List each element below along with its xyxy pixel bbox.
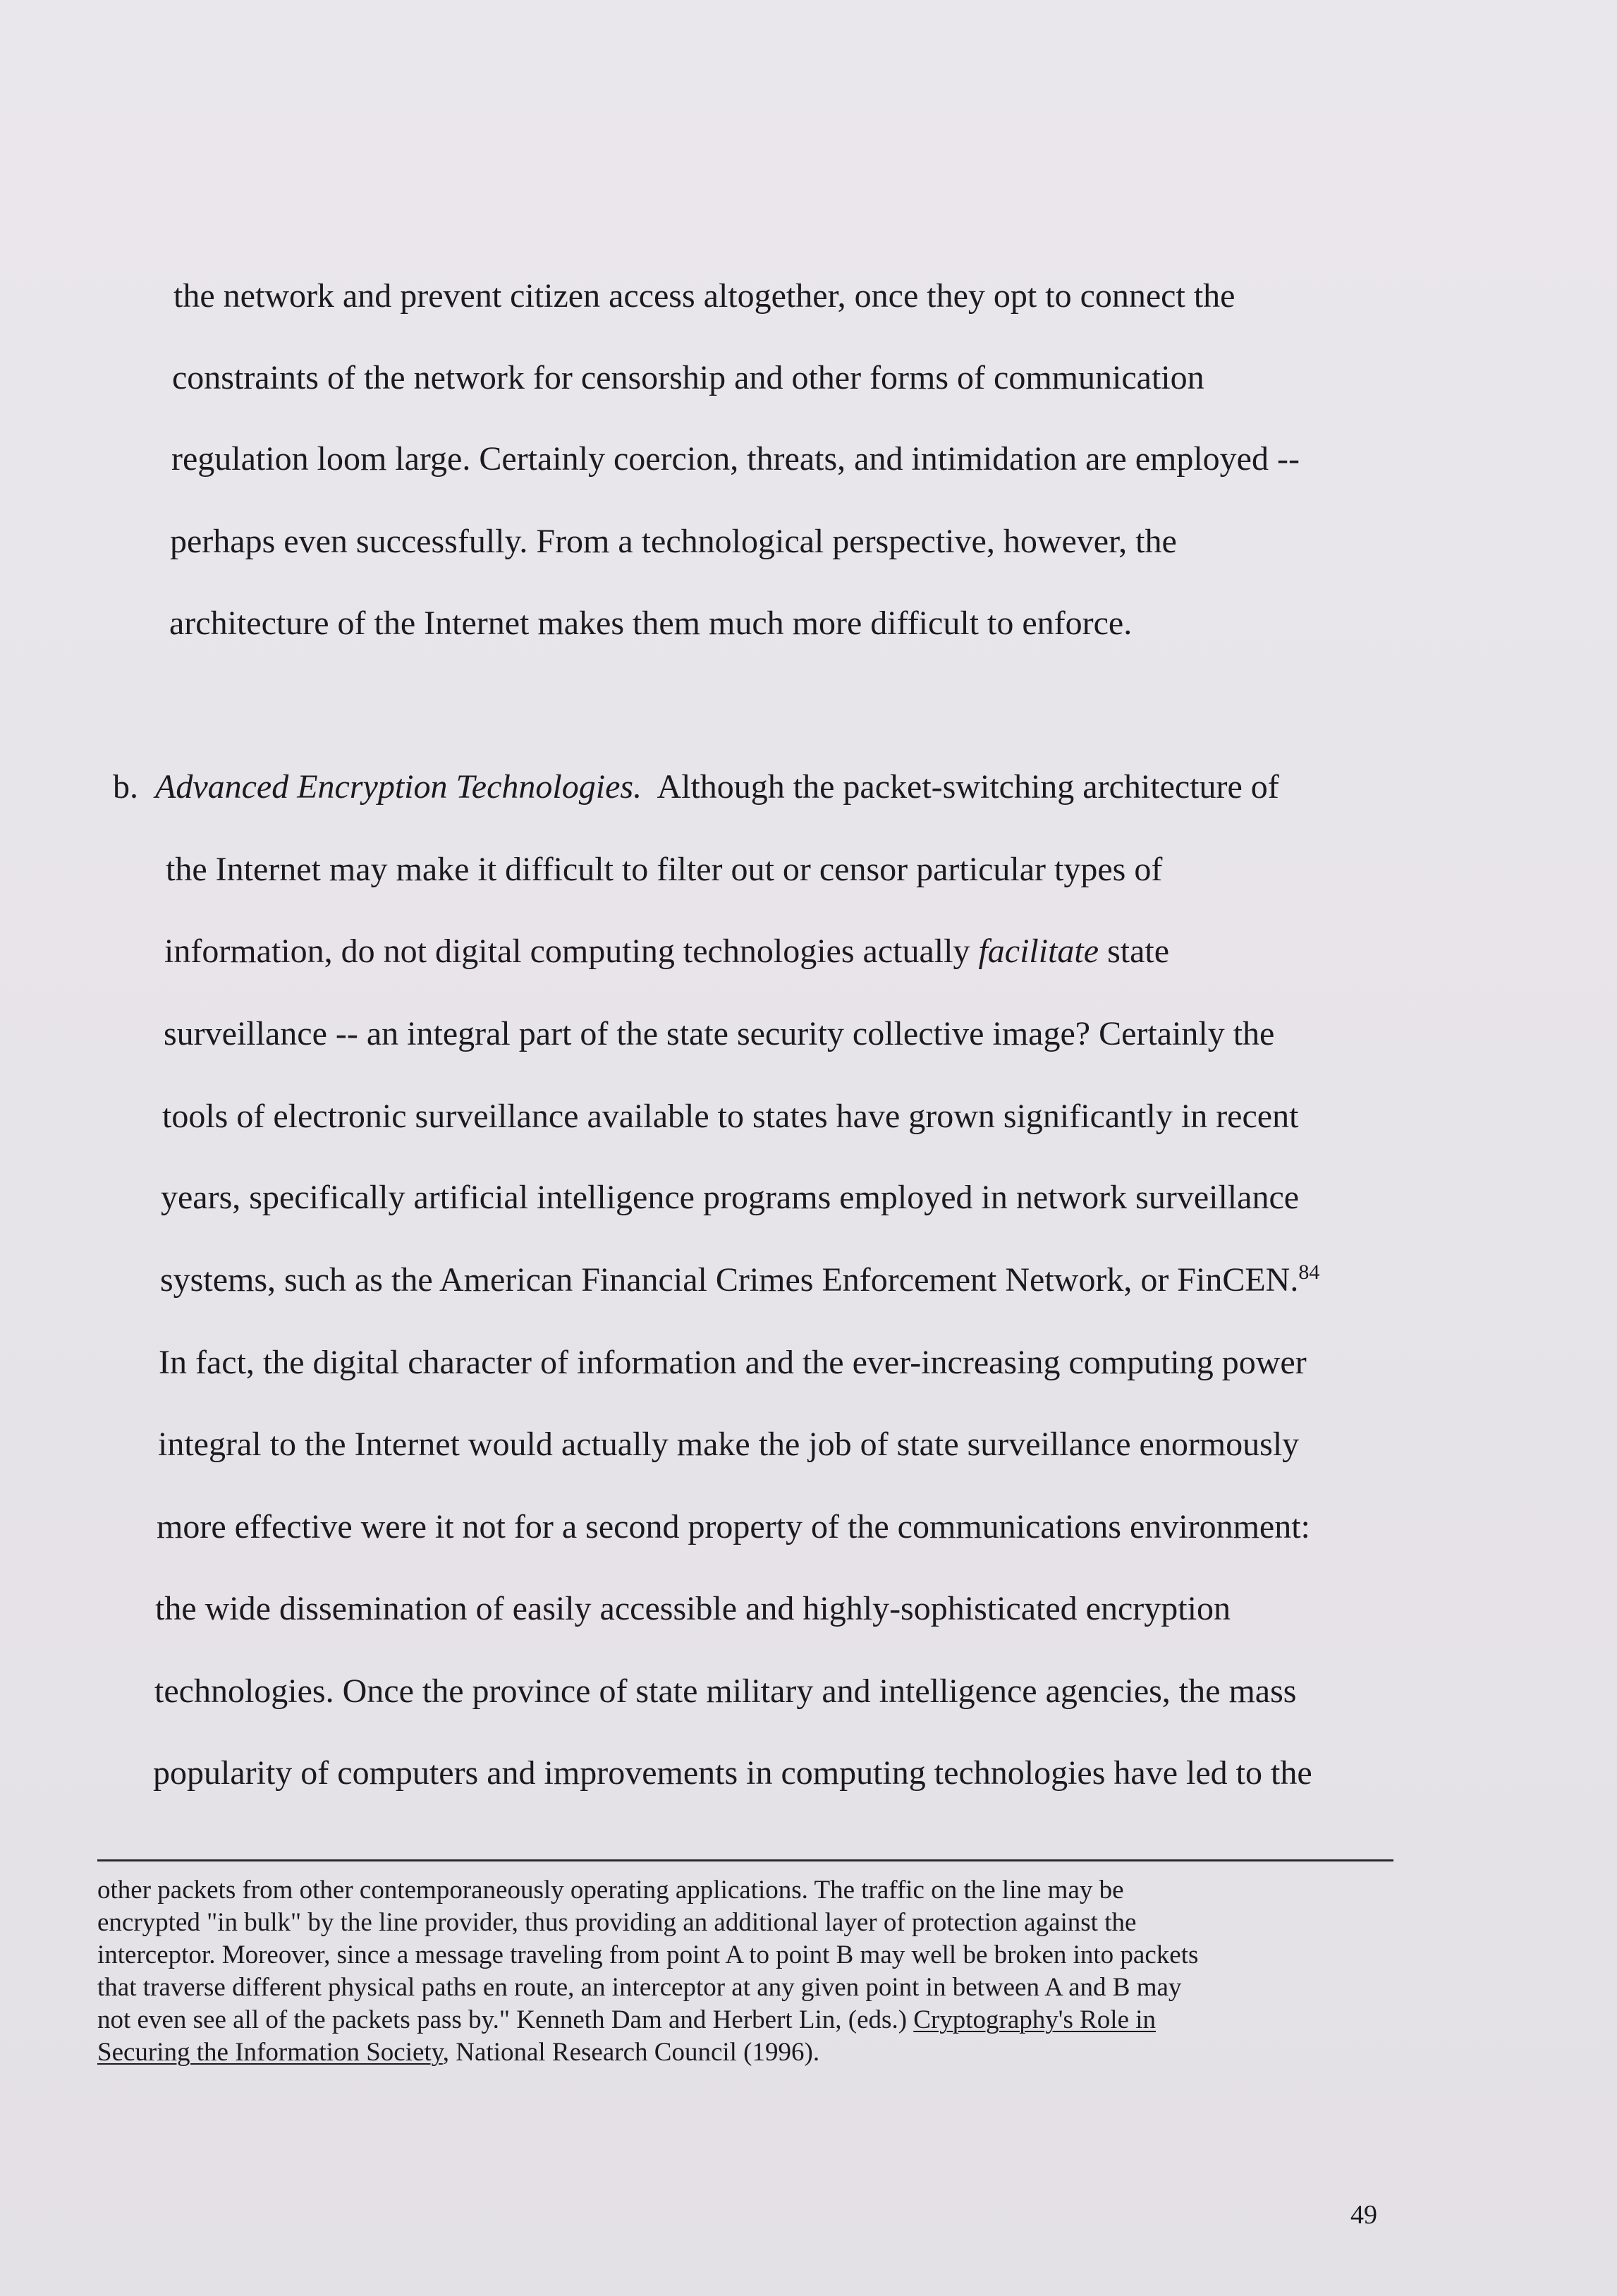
footnote-text: , National Research Council (1996). <box>442 2038 820 2067</box>
footnote-line: interceptor. Moreover, since a message traveling from point A to point B may well be broken into packets <box>97 1940 1199 1969</box>
body-text: information, do not digital computing technologies actually <box>164 933 970 970</box>
footnote-line: other packets from other contemporaneously operating applications. The traffic on the line may be <box>97 1876 1124 1905</box>
body-line: the network and prevent citizen access altogether, once they opt to connect the <box>173 277 1235 315</box>
body-line: regulation loom large. Certainly coercion, threats, and intimidation are employed -- <box>171 440 1300 478</box>
footnote-line <box>97 2037 819 2068</box>
body-line: In fact, the digital character of information and the ever-increasing computing power <box>159 1344 1307 1381</box>
section-heading: Advanced Encryption Technologies. <box>155 768 642 806</box>
body-text: Although the packet-switching architecture of <box>657 768 1279 806</box>
body-line: tools of electronic surveillance available to states have grown significantly in recent <box>162 1098 1299 1135</box>
section-b-first-line <box>113 767 1279 807</box>
footnote-line <box>97 2005 1156 2036</box>
body-line: popularity of computers and improvements in computing technologies have led to the <box>153 1754 1312 1792</box>
body-line: perhaps even successfully. From a technological perspective, however, the <box>170 523 1177 560</box>
footnote-line: that traverse different physical paths en route, an interceptor at any given point in between A and B may <box>97 1973 1182 2002</box>
body-line: years, specifically artificial intelligence programs employed in network surveillance <box>161 1179 1300 1216</box>
body-line: integral to the Internet would actually make the job of state surveillance enormously <box>158 1426 1300 1463</box>
footnote-reference: 84 <box>1298 1261 1320 1284</box>
cited-title: Cryptography's Role in <box>913 2005 1157 2034</box>
body-line: technologies. Once the province of state military and intelligence agencies, the mass <box>154 1672 1297 1710</box>
emphasis-text: facilitate <box>978 933 1099 970</box>
body-line <box>164 932 1169 971</box>
body-line: surveillance -- an integral part of the state security collective image? Certainly the <box>164 1015 1275 1052</box>
footnote-line: encrypted "in bulk" by the line provider, thus providing an additional layer of protection against the <box>97 1908 1137 1937</box>
body-text: systems, such as the American Financial Crimes Enforcement Network, or FinCEN. <box>160 1261 1299 1299</box>
section-marker: b. <box>113 768 138 806</box>
body-line: constraints of the network for censorship and other forms of communication <box>172 359 1204 396</box>
page-number: 49 <box>1350 2200 1377 2230</box>
body-text: state <box>1107 933 1170 970</box>
cited-title: Securing the Information Society <box>97 2038 443 2067</box>
body-line: the Internet may make it difficult to filter out or censor particular types of <box>166 851 1163 888</box>
footnote-separator <box>97 1859 1393 1861</box>
body-line: the wide dissemination of easily accessible and highly-sophisticated encryption <box>155 1590 1231 1627</box>
footnote-text: not even see all of the packets pass by." Kenneth Dam and Herbert Lin, (eds.) <box>97 2005 908 2034</box>
body-line <box>160 1261 1319 1300</box>
body-line: architecture of the Internet makes them much more difficult to enforce. <box>169 605 1133 642</box>
body-line: more effective were it not for a second property of the communications environment: <box>157 1508 1310 1545</box>
